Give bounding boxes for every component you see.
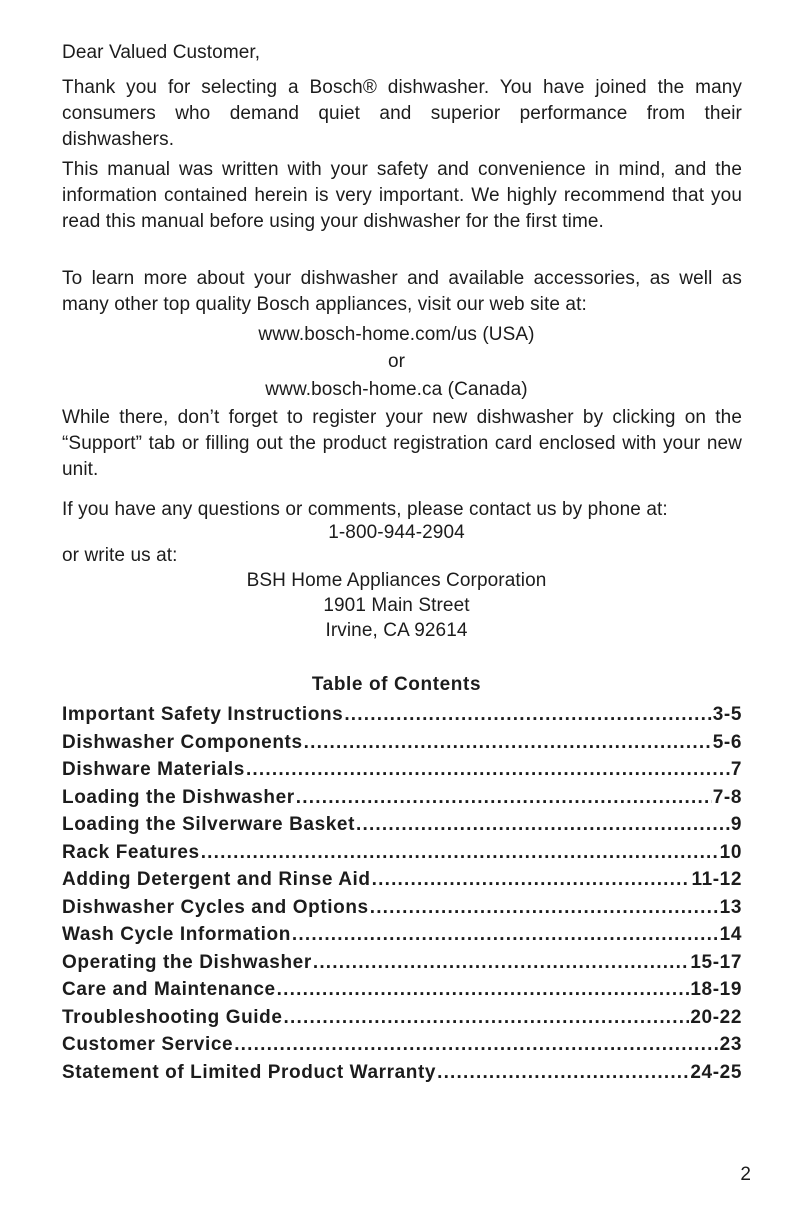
letter-paragraph-manual: This manual was written with your safety and convenience in mind, and the information contained herein is very important. We highly recommend that you read this manual before using your dishwasher for the first time.: [62, 159, 742, 232]
toc-entry: [62, 757, 742, 785]
toc-entry-label: Care and Maintenance: [62, 979, 276, 1000]
toc-dot-leader: [344, 702, 711, 728]
toc-entry-pages: 18-19: [690, 979, 742, 1000]
toc-entry: [62, 1032, 742, 1060]
website-canada: www.bosch-home.ca (Canada): [265, 379, 528, 400]
address-city: Irvine, CA 92614: [325, 620, 468, 641]
toc-entry-label: Troubleshooting Guide: [62, 1006, 283, 1028]
toc-dot-leader: [292, 922, 719, 948]
toc-entry: [62, 785, 742, 813]
toc-dot-leader: [356, 812, 730, 838]
toc-dot-leader: [372, 867, 691, 893]
toc-entry-pages: 9: [730, 814, 742, 835]
toc-entry-pages: 7-8: [712, 786, 742, 808]
address-street: 1901 Main Street: [323, 595, 470, 616]
toc-entry: [62, 730, 742, 758]
toc-entry: [62, 702, 742, 730]
website-or: or: [387, 351, 406, 372]
toc-dot-leader: [304, 730, 712, 756]
toc-entry-pages: 20-22: [690, 1006, 742, 1028]
toc-entry-pages: 10: [719, 841, 742, 863]
letter-paragraph-contact: If you have any questions or comments, please contact us by phone at:: [62, 499, 668, 520]
toc-entry-pages: 24-25: [690, 1061, 742, 1083]
letter-paragraph-register: While there, don’t forget to register your new dishwasher by clicking on the “Support” tab or filling out the product registration card enclosed with your new unit.: [62, 407, 742, 480]
toc-entry-pages: 11-12: [691, 869, 742, 890]
toc-entry-pages: 13: [719, 896, 742, 918]
toc-entry-label: Loading the Dishwasher: [62, 786, 295, 808]
toc-entry-pages: 3-5: [712, 704, 742, 725]
toc-entry: [62, 867, 742, 895]
toc-dot-leader: [313, 950, 690, 976]
letter-greeting: Dear Valued Customer,: [62, 42, 261, 63]
letter-paragraph-website: To learn more about your dishwasher and available accessories, as well as many other top quality Bosch appliances, visit our web site at:: [62, 268, 742, 315]
phone-number: 1-800-944-2904: [328, 522, 465, 543]
toc-entry-label: Adding Detergent and Rinse Aid: [62, 869, 371, 890]
toc-entry: [62, 840, 742, 868]
toc-entry-label: Operating the Dishwasher: [62, 951, 312, 973]
table-of-contents: [62, 702, 742, 1087]
toc-entry: [62, 950, 742, 978]
toc-entry-label: Statement of Limited Product Warranty: [62, 1061, 437, 1083]
toc-entry: [62, 977, 742, 1005]
toc-entry-pages: 15-17: [690, 951, 742, 973]
page-number: 2: [740, 1164, 751, 1185]
toc-entry: [62, 1005, 742, 1033]
address-company: BSH Home Appliances Corporation: [246, 570, 547, 591]
toc-dot-leader: [277, 977, 690, 1003]
letter-paragraph-intro: Thank you for selecting a Bosch® dishwasher. You have joined the many consumers who demand quiet and superior performance from their dishwashers.: [62, 77, 742, 150]
website-usa: www.bosch-home.com/us (USA): [258, 324, 535, 345]
toc-entry-label: Dishwasher Cycles and Options: [62, 896, 369, 918]
toc-entry-label: Loading the Silverware Basket: [62, 814, 355, 835]
toc-entry-pages: 7: [730, 759, 742, 780]
toc-entry-label: Wash Cycle Information: [62, 924, 291, 945]
write-us-label: or write us at:: [62, 545, 178, 566]
toc-entry-pages: 14: [719, 924, 742, 945]
toc-entry-label: Customer Service: [62, 1034, 234, 1055]
toc-dot-leader: [201, 840, 719, 866]
toc-entry: [62, 1060, 742, 1088]
toc-entry: [62, 922, 742, 950]
toc-entry-label: Dishwasher Components: [62, 731, 303, 753]
toc-entry-label: Dishware Materials: [62, 759, 245, 780]
toc-entry-label: Important Safety Instructions: [62, 704, 344, 725]
toc-entry: [62, 812, 742, 840]
toc-dot-leader: [284, 1005, 690, 1031]
toc-entry: [62, 895, 742, 923]
toc-entry-label: Rack Features: [62, 841, 200, 863]
toc-title: Table of Contents: [311, 674, 482, 695]
toc-dot-leader: [246, 757, 730, 783]
toc-dot-leader: [437, 1060, 689, 1086]
toc-dot-leader: [370, 895, 719, 921]
toc-dot-leader: [234, 1032, 718, 1058]
toc-entry-pages: 5-6: [712, 731, 742, 753]
toc-entry-pages: 23: [719, 1034, 742, 1055]
toc-dot-leader: [296, 785, 712, 811]
